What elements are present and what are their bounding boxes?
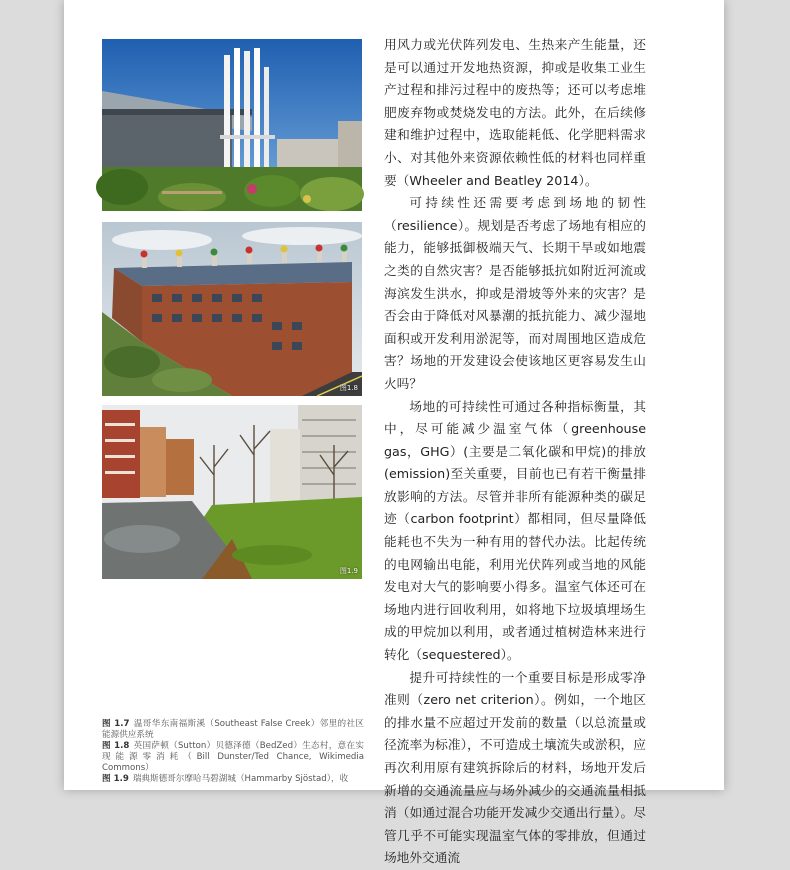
caption-text: 英国萨顿（Sutton）贝德泽德（BedZed）生态村，意在实现能源零消耗（Bill Dunster/Ted Chance, Wikimedia Commons） [102,741,364,773]
figure-1-8 [102,222,362,396]
figure-1-9 [102,405,362,579]
hammarby-photo [102,405,362,579]
caption-1-9 [102,774,364,785]
caption-number: 图 1.7 [102,719,130,729]
caption-1-7 [102,719,364,741]
figure-label: 图1.9 [339,567,358,575]
paragraph-resilience: 可持续性还需要考虑到场地的韧性（resilience）。规划是否考虑了场地有相应的能力，能够抵御极端天气、长期干旱或如地震之类的自然灾害？是否能够抵抗如附近河流或海滨发生洪水，抑或是滑坡等外来的灾害？是否会由于降低对风暴潮的抵抗能力、减少湿地面积或开发利用淤泥等，而对周围地区造成危害？场地的开发建设会使该地区更容易发生山火吗？ [384,195,646,391]
figure-1-7 [102,39,362,211]
caption-text: 瑞典斯德哥尔摩哈马碧湖城（Hammarby Sjöstad），收 [132,774,349,784]
figure-captions [102,719,364,785]
caption-text: 温哥华东南福斯溪（Southeast False Creek）邻里的社区能源供应系统 [102,719,365,740]
figure-label: 图1.8 [339,384,358,392]
paragraph-zero-net: 提升可持续性的一个重要目标是形成零净准则（zero net criterion）。例如，一个地区的排水量不应超过开发前的数量（以总流量或径流率为标准），不可造成土壤流失或淤积，应再次利用原有建筑拆除后的材料，场地开发后新增的交通流量应与场外减少的交通流量相抵消（如通过混合功能开发减少交通出行量）。尽管几乎不可能实现温室气体的零排放，但通过场地外交通流 [384,669,646,866]
body-text-column [384,34,646,870]
paragraph-energy: 用风力或光伏阵列发电、生热来产生能量，还是可以通过开发地热资源，抑或是收集工业生产过程和排污过程中的废热等；还可以考虑堆肥废弃物或焚烧发电的方法。此外，在后续修建和维护过程中，选取能耗低、化学肥料需求小、对其他外来资源依赖性低的材料也同样重要（Wheeler and Beatley 2014）。 [384,37,646,188]
district-energy-photo [102,39,362,211]
paragraph-emissions: 场地的可持续性可通过各种指标衡量，其中，尽可能减少温室气体（greenhouse gas，GHG）(主要是二氧化碳和甲烷)的排放(emission)至关重要，目前也已有若干衡量排放影响的方法。尽管并非所有能源种类的碳足迹（carbon footprint）都相同，但尽量降低能耗也不失为一种有用的替代办法。比起传统的电网输出电能，利用光伏阵列或当地的风能发电对大气的影响要小得多。温室气体还可在场地内进行回收利用，如将地下垃圾填埋场生成的甲烷加以利用，或者通过植树造林来进行转化（sequestered）。 [384,398,646,663]
caption-number: 图 1.9 [102,774,129,784]
bedzed-photo [102,222,362,396]
book-page [64,0,724,866]
caption-1-8 [102,741,364,774]
caption-number: 图 1.8 [102,741,130,751]
